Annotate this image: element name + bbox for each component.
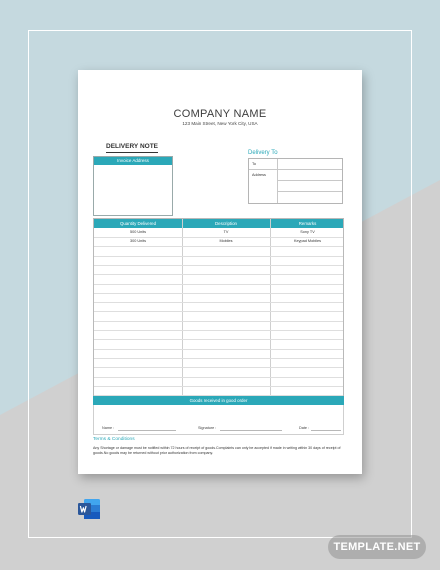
table-row-line bbox=[94, 386, 343, 387]
company-name: COMPANY NAME bbox=[173, 108, 267, 120]
signature-label-date: Date : bbox=[299, 426, 310, 430]
invoice-address-header: Invoice Address bbox=[94, 157, 172, 165]
table-row-line bbox=[94, 367, 343, 368]
document-page bbox=[78, 70, 362, 474]
table-row-line bbox=[94, 274, 343, 275]
delivery-to-row-line bbox=[277, 191, 342, 192]
signature-line bbox=[220, 430, 282, 431]
table-cell-remarks: Keypad Mobiles bbox=[293, 239, 322, 243]
word-icon bbox=[77, 497, 101, 521]
signature-line bbox=[118, 430, 176, 431]
table-row-line bbox=[94, 339, 343, 340]
terms-title: Terms & Conditions bbox=[93, 437, 135, 442]
signature-line bbox=[311, 430, 341, 431]
document-title: DELIVERY NOTE bbox=[106, 143, 158, 153]
column-header-quantity: Quantity Delivered bbox=[119, 221, 157, 226]
signature-label-name: Name : bbox=[102, 426, 115, 430]
delivery-to-heading: Delivery To bbox=[248, 150, 278, 156]
items-table bbox=[93, 218, 344, 404]
items-table-header bbox=[94, 219, 343, 228]
table-cell-description: Mobiles bbox=[219, 239, 233, 243]
table-cell-quantity: 300 Units bbox=[129, 239, 147, 243]
table-row-line bbox=[94, 377, 343, 378]
table-cell-remarks: Sony TV bbox=[300, 230, 315, 234]
delivery-to-label-to: To bbox=[252, 162, 257, 166]
signature-label-signature: Signature : bbox=[198, 426, 217, 430]
table-row-line bbox=[94, 246, 343, 247]
table-row-line bbox=[94, 302, 343, 303]
delivery-to-row-line bbox=[249, 169, 342, 170]
table-cell-quantity: 500 Units bbox=[129, 230, 147, 234]
signature-area bbox=[93, 405, 344, 435]
delivery-to-box bbox=[248, 158, 343, 204]
table-row-line bbox=[94, 284, 343, 285]
brand-watermark: TEMPLATE.NET bbox=[328, 535, 426, 559]
delivery-to-row-line bbox=[277, 180, 342, 181]
terms-text: Any Shortage or damage must be notified within 72 hours of receipt of goods.Complaints can only be accepted if made in writing within 30 days of receipt of goods.No goods may be returned without prior authorization from company. bbox=[93, 446, 341, 455]
table-row-line bbox=[94, 349, 343, 350]
table-row-line bbox=[94, 293, 343, 294]
column-header-description: Description bbox=[215, 221, 237, 226]
table-row-line bbox=[94, 358, 343, 359]
company-address: 123 Main Street, New York City, USA bbox=[182, 121, 258, 126]
delivery-to-label-address: Address bbox=[252, 173, 266, 177]
table-row-line bbox=[94, 265, 343, 266]
invoice-address-box bbox=[93, 156, 173, 216]
table-row-line bbox=[94, 256, 343, 257]
table-row-line bbox=[94, 321, 343, 322]
table-cell-description: TV bbox=[223, 230, 229, 234]
column-header-remarks: Remarks bbox=[298, 221, 317, 226]
table-row-line bbox=[94, 311, 343, 312]
goods-received-bar: Goods received in good order bbox=[93, 396, 344, 405]
delivery-to-divider bbox=[277, 159, 278, 203]
table-row-line bbox=[94, 330, 343, 331]
